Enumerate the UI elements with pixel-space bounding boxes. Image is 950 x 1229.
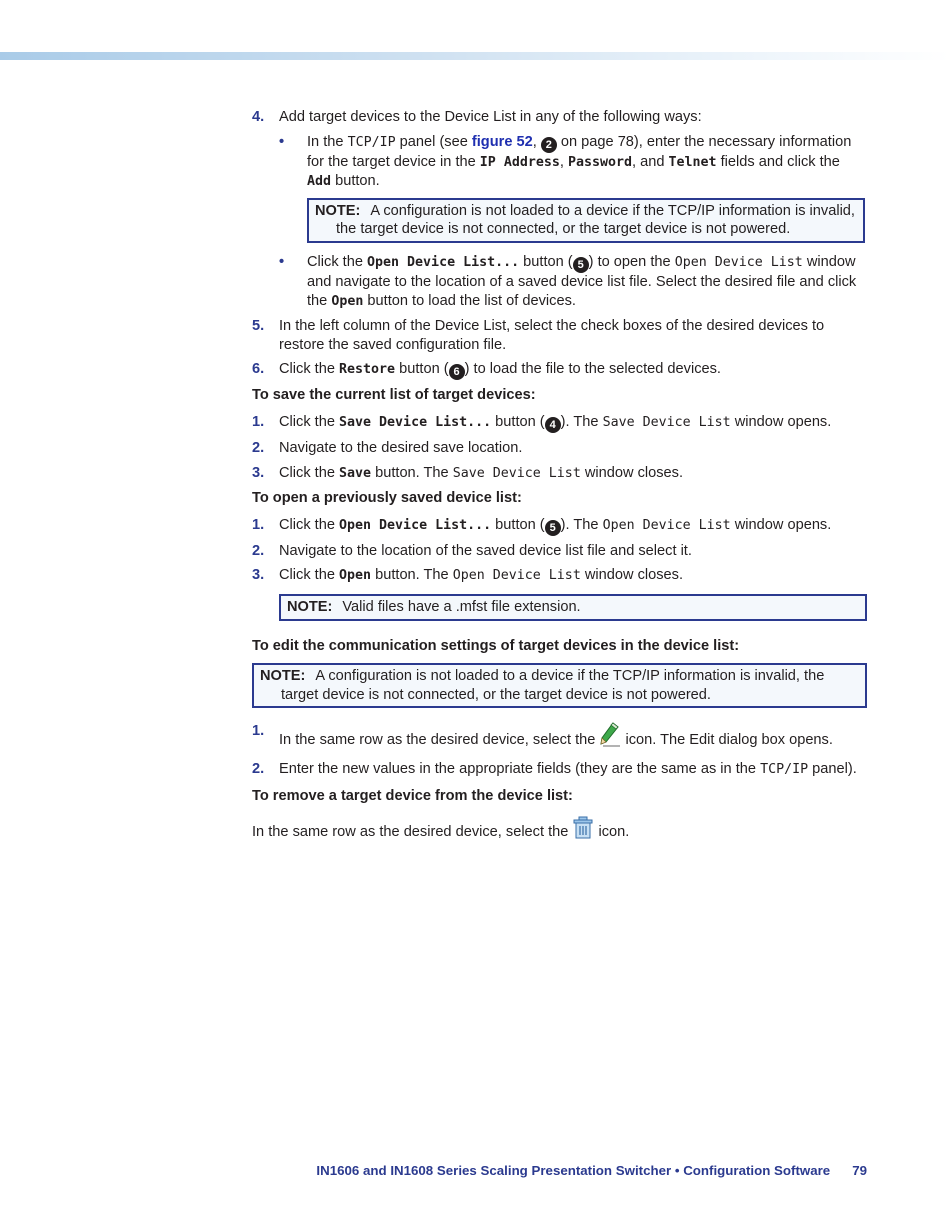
text: button (	[519, 253, 573, 270]
step-text: Add target devices to the Device List in any of the following ways:	[279, 109, 702, 125]
open-device-list-window-name: Open Device List	[602, 517, 731, 533]
step-number: 3.	[252, 464, 265, 481]
page-content	[252, 108, 867, 852]
step-number: 1.	[252, 723, 265, 740]
text: ,	[559, 153, 568, 170]
step-number: 3.	[252, 567, 265, 584]
text: In the same row as the desired device, select the	[252, 824, 573, 841]
text: Click the	[307, 253, 368, 270]
remove-section-heading: To remove a target device from the device list:	[252, 788, 573, 805]
open-device-list-button-name: Open Device List...	[339, 517, 492, 533]
open-step-3	[252, 566, 867, 586]
step-5	[252, 317, 867, 354]
text: In the	[307, 133, 348, 150]
add-button-name: Add	[307, 174, 332, 190]
text: window and navigate to the location of a saved device list file. Select the desired file and click the	[307, 253, 857, 309]
note-box-tcpip	[307, 198, 865, 243]
text: ,	[532, 133, 541, 150]
text: , and	[632, 153, 669, 170]
open-device-list-window-name: Open Device List	[452, 568, 581, 584]
callout-5-badge: 5	[573, 257, 589, 273]
text: panel (see	[395, 133, 472, 150]
open-section-heading: To open a previously saved device list:	[252, 490, 522, 507]
edit-step-2	[252, 760, 867, 780]
text: ). The	[560, 413, 603, 430]
step-6	[252, 360, 867, 380]
text: Click the	[279, 413, 340, 430]
text: ) to load the file to the selected devices.	[464, 361, 721, 378]
text: Click the	[279, 516, 340, 533]
text: Click the	[279, 464, 340, 481]
text: button (	[491, 413, 545, 430]
text: button (	[491, 516, 545, 533]
tcpip-panel-name: TCP/IP	[760, 761, 809, 777]
text: button.	[331, 173, 380, 190]
text: window closes.	[580, 464, 684, 481]
save-section-heading: To save the current list of target devices:	[252, 387, 536, 404]
text: button (	[395, 361, 449, 378]
step-text: Navigate to the location of the saved device list file and select it.	[279, 542, 692, 559]
callout-6-badge: 6	[449, 364, 465, 380]
note-label: NOTE:	[315, 202, 361, 219]
pencil-icon	[599, 722, 621, 754]
save-device-list-window-name: Save Device List	[602, 414, 731, 430]
edit-step-1	[252, 722, 867, 754]
step-text: In the left column of the Device List, select the check boxes of the desired devices to restore the saved configuration file.	[279, 318, 825, 353]
save-button-name: Save	[339, 465, 372, 481]
open-device-list-button-name: Open Device List...	[367, 254, 520, 270]
note-label: NOTE:	[287, 598, 333, 615]
bullet-tcpip	[279, 133, 867, 243]
remove-instruction	[252, 816, 867, 846]
text: icon.	[594, 824, 630, 841]
text: button. The	[371, 464, 453, 481]
note-text: A configuration is not loaded to a device if the TCP/IP information is invalid, the target device is not connected, or the target device is not powered.	[336, 202, 855, 238]
callout-4-badge: 4	[545, 417, 561, 433]
bullet-dot: •	[279, 133, 285, 150]
text: Click the	[279, 361, 340, 378]
callout-5-badge: 5	[545, 520, 561, 536]
text: button. The	[371, 567, 453, 584]
text: In the same row as the desired device, select the	[279, 732, 600, 749]
text: button to load the list of devices.	[363, 292, 576, 309]
text: on page 78), enter the necessary information for the target device in the	[307, 133, 852, 170]
save-step-2	[252, 439, 867, 458]
bullet-open-device-list	[279, 253, 867, 311]
step-number: 5.	[252, 318, 265, 335]
page-number: 79	[852, 1163, 867, 1178]
text: fields and click the	[716, 153, 840, 170]
telnet-field-name: Telnet	[668, 154, 717, 170]
save-device-list-button-name: Save Device List...	[339, 414, 492, 430]
edit-section-heading: To edit the communication settings of target devices in the device list:	[252, 637, 740, 654]
step-number: 6.	[252, 361, 265, 378]
callout-2-badge: 2	[541, 137, 557, 153]
open-button-name: Open	[339, 568, 372, 584]
restore-button-name: Restore	[339, 362, 396, 378]
save-step-3	[252, 464, 867, 484]
text: icon. The Edit dialog box opens.	[621, 732, 833, 749]
figure-52-link[interactable]: figure 52	[471, 133, 533, 150]
trash-icon	[572, 816, 594, 846]
text: window opens.	[730, 413, 832, 430]
save-step-1	[252, 413, 867, 433]
open-button-name: Open	[331, 293, 364, 309]
step-number: 1.	[252, 516, 265, 533]
note-label: NOTE:	[260, 668, 306, 685]
text: Click the	[279, 567, 340, 584]
text: ). The	[560, 516, 603, 533]
password-field-name: Password	[567, 154, 633, 170]
note-box-edit	[252, 663, 867, 708]
ip-address-field-name: IP Address	[479, 154, 560, 170]
text: Enter the new values in the appropriate fields (they are the same as in the	[279, 760, 761, 777]
open-step-1	[252, 516, 867, 536]
step-text: Navigate to the desired save location.	[279, 439, 523, 456]
open-step-2	[252, 542, 867, 561]
text: panel).	[808, 760, 857, 777]
footer-title: IN1606 and IN1608 Series Scaling Presentation Switcher • Configuration Software	[316, 1163, 831, 1178]
step-4	[252, 108, 867, 127]
note-box-mfst	[279, 594, 867, 621]
page-footer	[0, 1162, 867, 1181]
text: ) to open the	[588, 253, 675, 270]
tcpip-panel-name: TCP/IP	[347, 134, 396, 150]
save-device-list-window-name: Save Device List	[452, 465, 581, 481]
step-number: 1.	[252, 413, 265, 430]
open-device-list-window-name: Open Device List	[674, 254, 803, 270]
step-number: 4.	[252, 109, 265, 125]
note-text: Valid files have a .mfst file extension.	[342, 598, 581, 615]
text: window opens.	[730, 516, 832, 533]
step-number: 2.	[252, 542, 265, 559]
text: window closes.	[580, 567, 684, 584]
header-gradient-bar	[0, 52, 950, 60]
step-number: 2.	[252, 439, 265, 456]
bullet-dot: •	[279, 253, 285, 270]
step-number: 2.	[252, 760, 265, 777]
note-text: A configuration is not loaded to a device if the TCP/IP information is invalid, the target device is not connected, or the target device is not powered.	[281, 668, 825, 703]
